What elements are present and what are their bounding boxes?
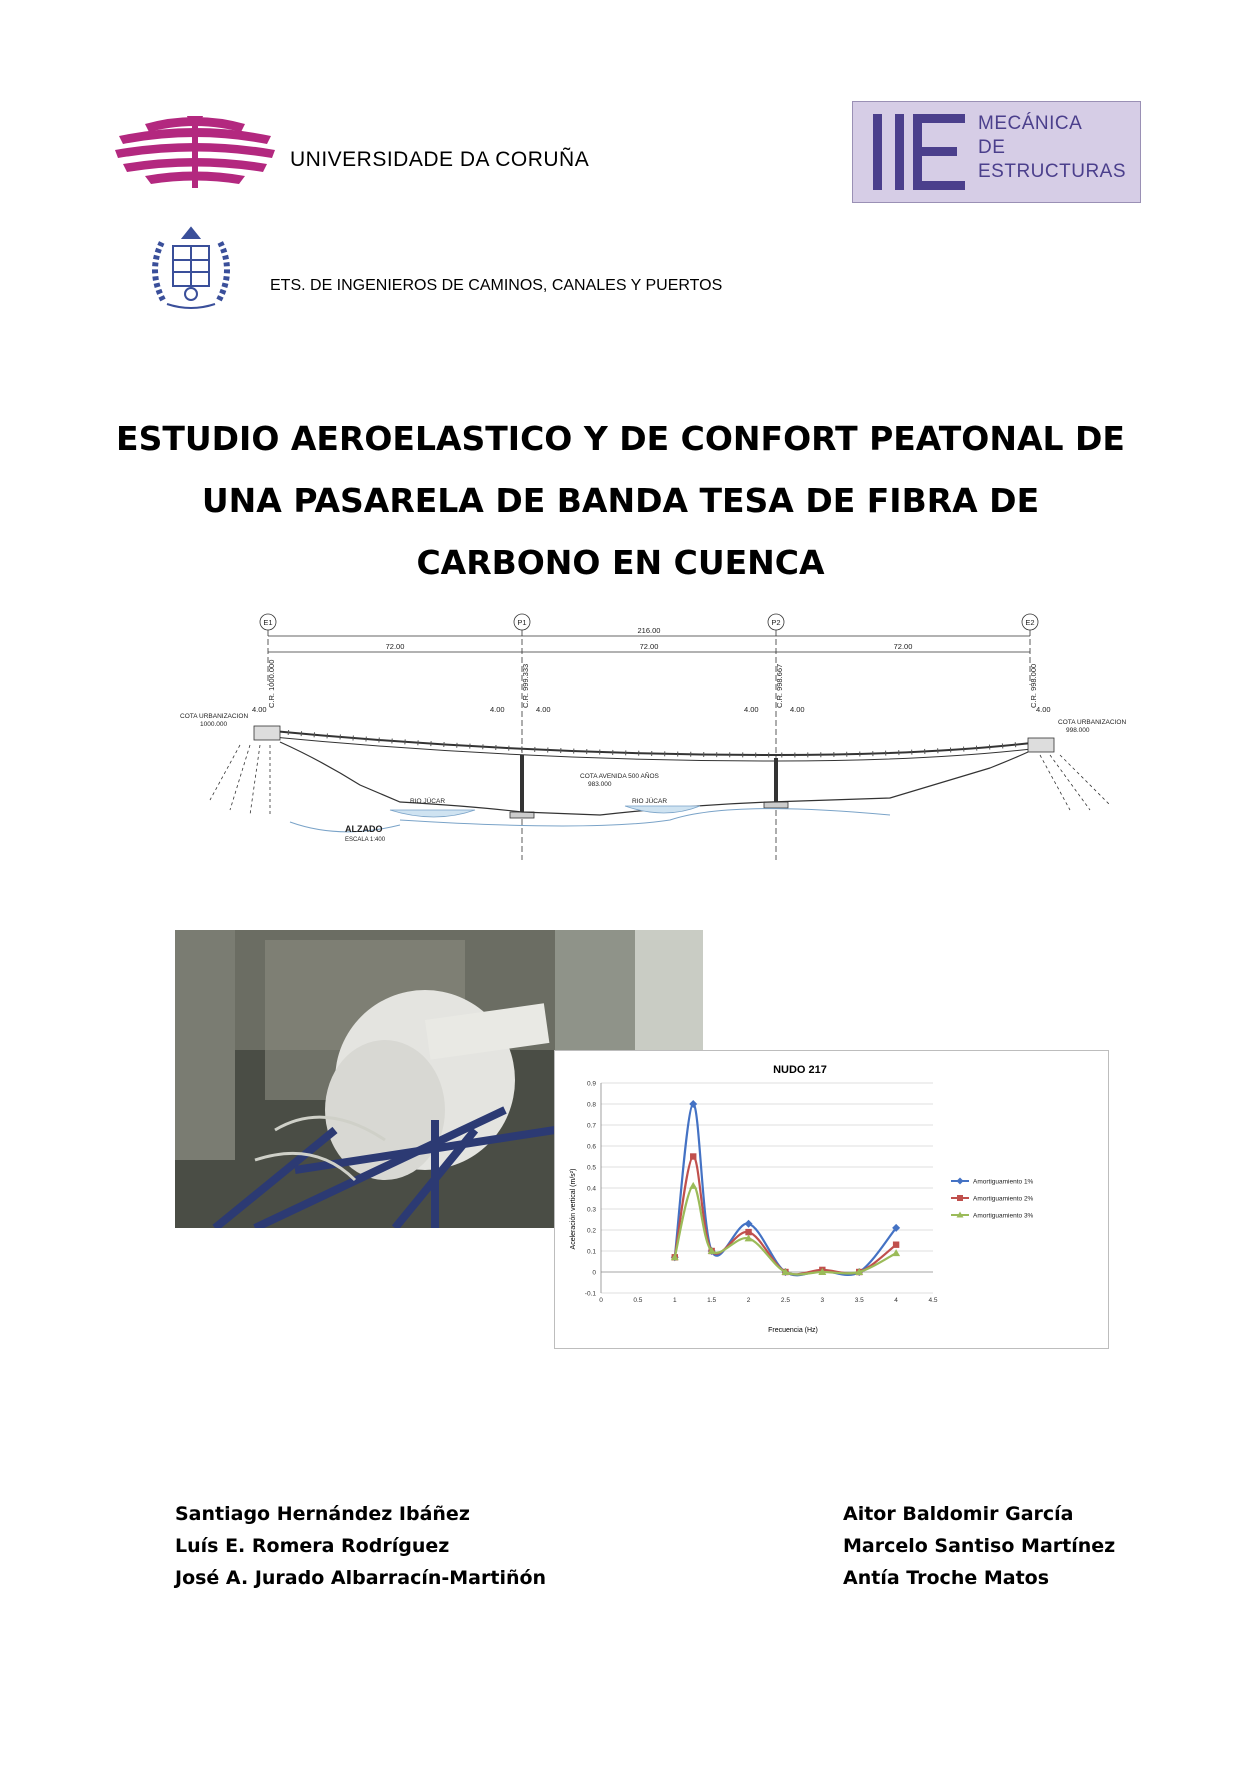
- cr-label-p1: C.R. 999.333: [521, 663, 530, 708]
- chart-legend-label: Amortiguamiento 1%: [973, 1178, 1034, 1186]
- chart-y-tick-label: 0: [592, 1269, 596, 1277]
- chart-y-axis-label: Aceleración vertical (m/s²): [570, 1168, 577, 1250]
- cota-right-label: COTA URBANIZACION: [1058, 719, 1127, 726]
- offset-p1-left: 4.00: [490, 705, 505, 714]
- chart-x-tick-label: 2: [746, 1297, 751, 1304]
- chart-y-tick-label: 0.3: [586, 1206, 596, 1214]
- axis-p1: P1: [517, 618, 527, 627]
- cr-label-p2: C.R. 998.667: [775, 663, 784, 708]
- cota-avenida-value: 983.000: [588, 781, 612, 788]
- span-2: 72.00: [639, 642, 659, 651]
- offset-p1-right: 4.00: [536, 705, 551, 714]
- chart-x-ticks: [599, 1297, 938, 1304]
- total-span: 216.00: [637, 626, 661, 635]
- cota-right-value: 998.000: [1066, 727, 1090, 734]
- drawing-scale: ESCALA 1:400: [345, 837, 386, 843]
- axis-e1: E1: [263, 618, 273, 627]
- chart-y-tick-label: 0.6: [586, 1143, 596, 1151]
- chart-legend-marker: [957, 1195, 963, 1201]
- author-right-2: Marcelo Santiso Martínez: [843, 1535, 1116, 1557]
- chart-x-axis-label: Frecuencia (Hz): [768, 1327, 818, 1334]
- cr-label-e2: C.R. 998.000: [1029, 663, 1038, 708]
- chart-legend-label: Amortiguamiento 3%: [973, 1212, 1034, 1220]
- offset-p2-right: 4.00: [790, 705, 805, 714]
- title-line-1: ESTUDIO AEROELASTICO Y DE CONFORT PEATONAL DE: [116, 419, 1125, 458]
- river-label-2: RIO JÚCAR: [632, 798, 668, 805]
- title-line-2: UNA PASARELA DE BANDA TESA DE FIBRA DE: [201, 481, 1040, 520]
- author-left-2: Luís E. Romera Rodríguez: [175, 1535, 450, 1557]
- me-logo-mark: [873, 114, 969, 190]
- chart-x-tick-label: 3.5: [854, 1297, 864, 1304]
- span-1: 72.00: [385, 642, 405, 651]
- group-logo: [852, 101, 1141, 203]
- bridge-elevation-drawing: [170, 610, 1130, 860]
- chart-y-tick-label: 0.4: [586, 1185, 596, 1193]
- chart-y-tick-label: -0.1: [584, 1290, 596, 1298]
- chart-y-tick-label: 0.8: [586, 1101, 596, 1109]
- cota-left-label: COTA URBANIZACION: [180, 713, 249, 720]
- chart-x-tick-label: 1: [672, 1297, 677, 1304]
- group-logo-line-1: MECÁNICA: [978, 113, 1083, 134]
- chart-point: [689, 1182, 697, 1189]
- author-right-3: Antía Troche Matos: [843, 1567, 1050, 1589]
- drawing-view-title: ALZADO: [345, 824, 383, 834]
- cota-left-value: 1000.000: [200, 721, 228, 728]
- authors-right: [843, 1498, 1115, 1594]
- cr-label-e1: C.R. 1000.000: [267, 659, 276, 708]
- river-label-1: RIO JÚCAR: [410, 798, 446, 805]
- chart-point: [745, 1229, 751, 1235]
- chart-y-tick-label: 0.5: [586, 1164, 596, 1172]
- chart-x-tick-label: 0.5: [633, 1297, 643, 1304]
- offset-p2-left: 4.00: [744, 705, 759, 714]
- chart-point: [690, 1153, 696, 1159]
- school-seal: [143, 220, 239, 316]
- frequency-response-chart: [554, 1050, 1109, 1349]
- chart-point: [892, 1249, 900, 1256]
- axis-e2: E2: [1025, 618, 1035, 627]
- author-left-3: José A. Jurado Albarracín-Martiñón: [175, 1567, 547, 1589]
- chart-legend-marker: [957, 1178, 964, 1185]
- offset-e1: 4.00: [252, 705, 267, 714]
- chart-y-ticks: [585, 1081, 597, 1298]
- cota-avenida-label: COTA AVENIDA 500 AÑOS: [580, 773, 659, 780]
- chart-y-tick-label: 0.2: [586, 1227, 596, 1235]
- title-line-3: CARBONO EN CUENCA: [416, 543, 825, 582]
- chart-x-tick-label: 2.5: [780, 1297, 790, 1304]
- authors-left: [175, 1498, 546, 1594]
- group-logo-line-2: DE: [978, 137, 1006, 158]
- chart-legend: [951, 1178, 1034, 1220]
- chart-y-tick-label: 0.7: [586, 1122, 596, 1130]
- school-name: ETS. DE INGENIEROS DE CAMINOS, CANALES Y PUERTOS: [270, 277, 723, 294]
- chart-y-tick-label: 0.9: [586, 1080, 596, 1088]
- chart-y-tick-label: 0.1: [586, 1248, 596, 1256]
- chart-point: [689, 1100, 697, 1108]
- chart-series-line-1: [675, 1104, 896, 1275]
- chart-point: [745, 1220, 753, 1228]
- chart-x-tick-label: 0: [599, 1297, 603, 1304]
- chart-x-tick-label: 4.5: [928, 1297, 938, 1304]
- chart-x-tick-label: 4: [894, 1297, 898, 1304]
- document-title: [100, 408, 1141, 594]
- author-right-1: Aitor Baldomir García: [843, 1503, 1074, 1525]
- university-logo: [115, 112, 275, 192]
- group-logo-line-3: ESTRUCTURAS: [978, 161, 1127, 182]
- chart-title: NUDO 217: [773, 1064, 827, 1076]
- span-3: 72.00: [893, 642, 913, 651]
- chart-x-tick-label: 3: [820, 1297, 825, 1304]
- university-name: UNIVERSIDADE DA CORUÑA: [290, 148, 590, 171]
- author-left-1: Santiago Hernández Ibáñez: [175, 1503, 470, 1525]
- axis-p2: P2: [771, 618, 781, 627]
- chart-svg: [555, 1051, 1108, 1348]
- offset-e2: 4.00: [1036, 705, 1051, 714]
- chart-x-tick-label: 1.5: [707, 1297, 717, 1304]
- chart-point: [893, 1242, 899, 1248]
- chart-series-line-2: [675, 1156, 896, 1274]
- chart-legend-label: Amortiguamiento 2%: [973, 1195, 1034, 1203]
